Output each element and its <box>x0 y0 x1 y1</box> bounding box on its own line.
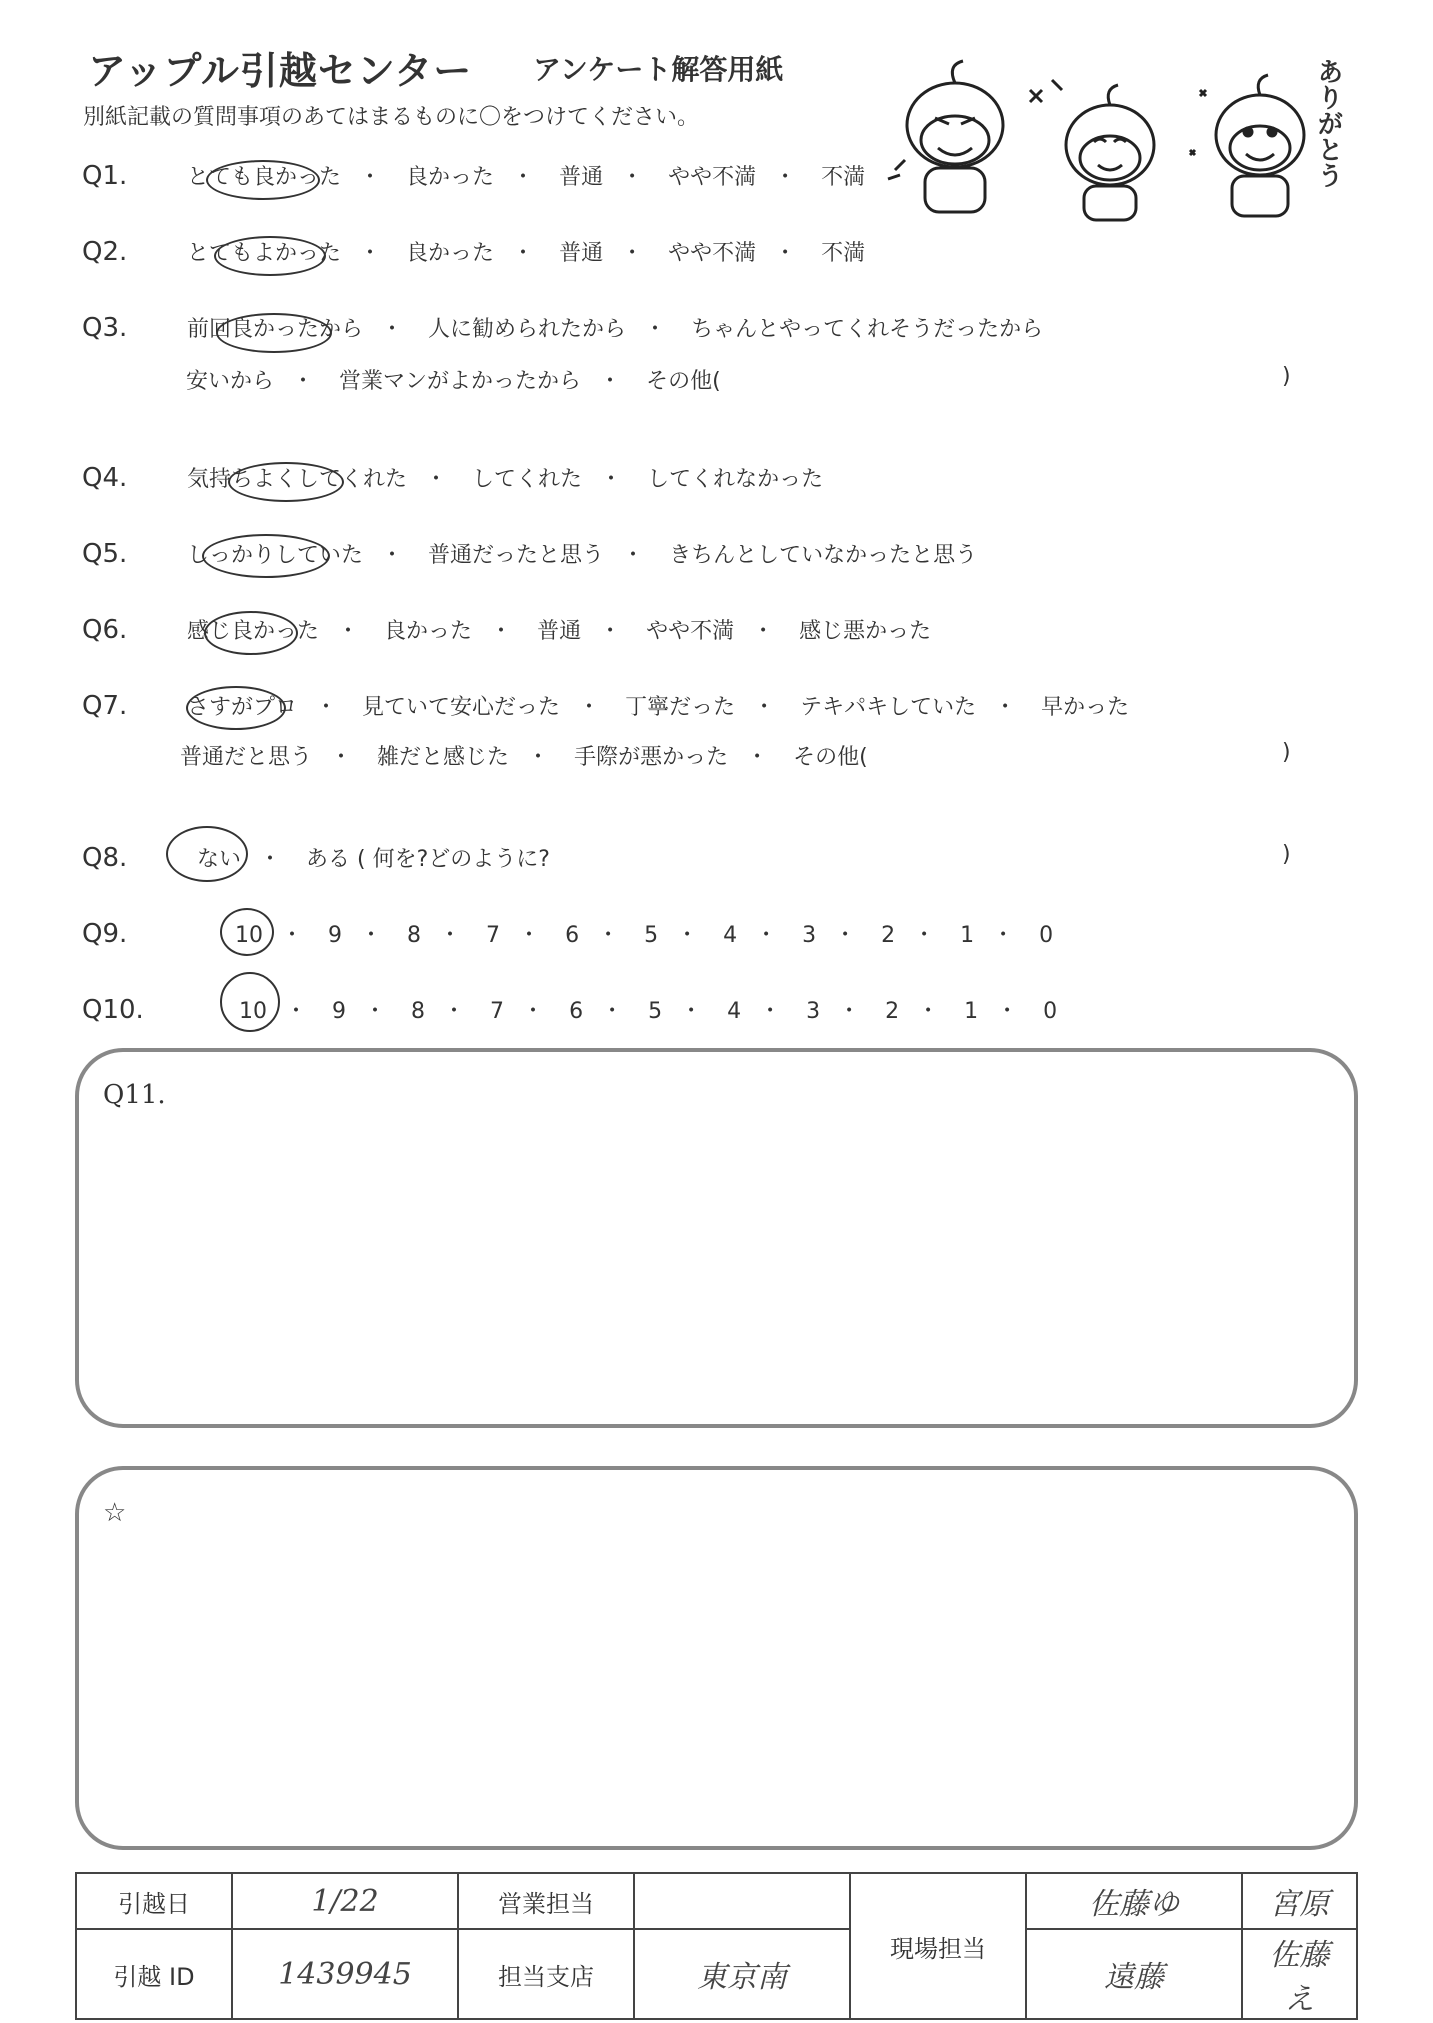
option-q5-1[interactable]: 普通だったと思う <box>428 543 605 568</box>
option-q2-0[interactable]: とてもよかった <box>187 241 342 266</box>
option-q2-4[interactable]: 不満 <box>821 241 866 266</box>
site-staff-3[interactable]: 遠藤 <box>1026 1929 1242 2019</box>
option-q7-0[interactable]: さすがプロ <box>187 695 298 720</box>
site-staff-2[interactable]: 宮原 <box>1242 1873 1357 1929</box>
option-q3-3[interactable]: 安いから <box>186 369 275 394</box>
question-row-q6: Q6. 感じ良かった ・ 良かった ・ 普通 ・ やや不満 ・ 感じ悪かった <box>82 615 932 645</box>
score-q9-3[interactable]: 3 <box>802 923 817 948</box>
branch-label: 担当支店 <box>458 1929 634 2019</box>
instruction-text: 別紙記載の質問事項のあてはまるものに〇をつけてください。 <box>83 105 700 130</box>
star-comment-box[interactable] <box>75 1466 1358 1850</box>
option-q7-2[interactable]: 丁寧だった <box>625 695 736 720</box>
score-q9-8[interactable]: 8 <box>407 923 422 948</box>
score-q10-4[interactable]: 4 <box>727 999 742 1024</box>
option-q8-0[interactable]: ない <box>197 847 242 872</box>
footer-info-table <box>75 1872 1358 2020</box>
site-staff-label: 現場担当 <box>850 1873 1026 2019</box>
question-row-q2: Q2. とてもよかった ・ 良かった ・ 普通 ・ やや不満 ・ 不満 <box>82 237 866 267</box>
question-number: Q4. <box>82 463 128 493</box>
option-q6-3[interactable]: やや不満 <box>646 619 735 644</box>
option-q2-2[interactable]: 普通 <box>559 241 604 266</box>
option-q1-0[interactable]: とても良かった <box>187 165 342 190</box>
option-q2-3[interactable]: やや不満 <box>668 241 757 266</box>
question-row-q3: Q3. 前回良かったから ・ 人に勧められたから ・ ちゃんとやってくれそうだったから <box>82 313 1044 343</box>
option-q6-1[interactable]: 良かった <box>384 619 473 644</box>
option-q4-1[interactable]: してくれた <box>472 467 583 492</box>
question-number: Q7. <box>82 691 128 721</box>
score-q9-7[interactable]: 7 <box>486 923 501 948</box>
monkey-mascots-illustration <box>880 50 1350 230</box>
question-number: Q6. <box>82 615 128 645</box>
sales-label: 営業担当 <box>458 1873 634 1929</box>
question-number: Q2. <box>82 237 128 267</box>
question-number: Q1. <box>82 161 128 191</box>
question-row-q7: Q7. さすがプロ ・ 見ていて安心だった ・ 丁寧だった ・ テキパキしていた ・ 早かった <box>82 691 1130 721</box>
question-row-q1: Q1. とても良かった ・ 良かった ・ 普通 ・ やや不満 ・ 不満 <box>82 161 866 191</box>
question-row-q4: Q4. 気持ちよくしてくれた ・ してくれた ・ してくれなかった <box>82 463 824 493</box>
option-q3-1[interactable]: 人に勧められたから <box>428 317 627 342</box>
move-id-label: 引越 ID <box>76 1929 232 2019</box>
paren-close-q3: ) <box>1282 364 1291 389</box>
paren-close-q7: ) <box>1282 740 1291 765</box>
branch-value[interactable]: 東京南 <box>634 1929 850 2019</box>
company-title: アップル引越センター <box>88 49 473 93</box>
option-q7-7[interactable]: 手際が悪かった <box>574 745 729 770</box>
score-q9-4[interactable]: 4 <box>723 923 738 948</box>
score-q10-7[interactable]: 7 <box>490 999 505 1024</box>
question-number: Q5. <box>82 539 128 569</box>
option-q7-8[interactable]: その他( <box>793 745 868 770</box>
score-q10-2[interactable]: 2 <box>885 999 900 1024</box>
option-q3-2[interactable]: ちゃんとやってくれそうだったから <box>691 317 1044 342</box>
option-q6-0[interactable]: 感じ良かった <box>187 619 320 644</box>
move-id-value[interactable]: 1439945 <box>232 1929 458 2019</box>
option-q5-0[interactable]: しっかりしていた <box>187 543 364 568</box>
sales-value[interactable] <box>634 1873 850 1929</box>
option-q3-5[interactable]: その他( <box>646 369 721 394</box>
question-number: Q10. <box>82 995 144 1025</box>
option-q7-6[interactable]: 雑だと感じた <box>377 745 510 770</box>
star-icon: ☆ <box>103 1498 127 1528</box>
score-q9-5[interactable]: 5 <box>644 923 659 948</box>
score-q10-5[interactable]: 5 <box>648 999 663 1024</box>
score-q10-8[interactable]: 8 <box>411 999 426 1024</box>
question-row-q10: Q10. 10 ・ 9 ・ 8 ・ 7 ・ 6 ・ 5 ・ 4 ・ 3 ・ 2 ・ 1 ・ 0 <box>82 995 1058 1025</box>
score-q10-1[interactable]: 1 <box>964 999 979 1024</box>
option-q5-2[interactable]: きちんとしていなかったと思う <box>669 543 978 568</box>
q11-comment-box[interactable] <box>75 1048 1358 1428</box>
option-q7-1[interactable]: 見ていて安心だった <box>362 695 561 720</box>
score-q10-6[interactable]: 6 <box>569 999 584 1024</box>
question-number: Q3. <box>82 313 128 343</box>
monkey-mascot-right <box>1190 75 1304 216</box>
score-q10-3[interactable]: 3 <box>806 999 821 1024</box>
question-number: Q8. <box>82 843 128 873</box>
option-q4-0[interactable]: 気持ちよくしてくれた <box>187 467 408 492</box>
option-q1-4[interactable]: 不満 <box>821 165 866 190</box>
question-row-q9: Q9. 10 ・ 9 ・ 8 ・ 7 ・ 6 ・ 5 ・ 4 ・ 3 ・ 2 ・ 1 ・ 0 <box>82 919 1054 949</box>
move-date-value[interactable]: 1/22 <box>232 1873 458 1929</box>
q11-label: Q11. <box>103 1080 166 1110</box>
question-row-q8: Q8. ない ・ ある ( 何を?どのように? <box>82 843 550 873</box>
option-q3-0[interactable]: 前回良かったから <box>187 317 364 342</box>
option-q8-1[interactable]: ある ( 何を?どのように? <box>306 847 550 872</box>
score-q10-9[interactable]: 9 <box>332 999 347 1024</box>
option-q7-5[interactable]: 普通だと思う <box>180 745 313 770</box>
option-q2-1[interactable]: 良かった <box>406 241 495 266</box>
option-q7-4[interactable]: 早かった <box>1041 695 1130 720</box>
site-staff-4[interactable]: 佐藤え <box>1242 1929 1357 2019</box>
score-q9-10[interactable]: 10 <box>235 923 263 948</box>
monkey-mascot-middle <box>1030 80 1154 220</box>
question-row-q5: Q5. しっかりしていた ・ 普通だったと思う ・ きちんとしていなかったと思う <box>82 539 978 569</box>
question-number: Q9. <box>82 919 128 949</box>
score-q9-6[interactable]: 6 <box>565 923 580 948</box>
score-q9-0[interactable]: 0 <box>1039 923 1054 948</box>
option-q3-4[interactable]: 営業マンがよかったから <box>339 369 582 394</box>
paren-close-q8: ) <box>1282 842 1291 867</box>
score-q10-0[interactable]: 0 <box>1043 999 1058 1024</box>
question-row-q3-line2: 安いから ・ 営業マンがよかったから ・ その他( <box>186 364 721 395</box>
option-q6-4[interactable]: 感じ悪かった <box>799 619 932 644</box>
option-q1-3[interactable]: やや不満 <box>668 165 757 190</box>
score-q9-9[interactable]: 9 <box>328 923 343 948</box>
score-q10-10[interactable]: 10 <box>239 999 267 1024</box>
form-subtitle: アンケート解答用紙 <box>533 53 784 86</box>
move-date-label: 引越日 <box>76 1873 232 1929</box>
option-q1-1[interactable]: 良かった <box>406 165 495 190</box>
site-staff-1[interactable]: 佐藤ゆ <box>1026 1873 1242 1929</box>
score-q9-1[interactable]: 1 <box>960 923 975 948</box>
score-q9-2[interactable]: 2 <box>881 923 896 948</box>
option-q1-2[interactable]: 普通 <box>559 165 604 190</box>
option-q4-2[interactable]: してくれなかった <box>647 467 824 492</box>
option-q6-2[interactable]: 普通 <box>537 619 582 644</box>
question-row-q7-line2: 普通だと思う ・ 雑だと感じた ・ 手際が悪かった ・ その他( <box>180 740 868 771</box>
monkey-mascot-left <box>888 61 1003 212</box>
option-q7-3[interactable]: テキパキしていた <box>800 695 977 720</box>
thanks-text: ありがとう <box>1313 58 1343 188</box>
